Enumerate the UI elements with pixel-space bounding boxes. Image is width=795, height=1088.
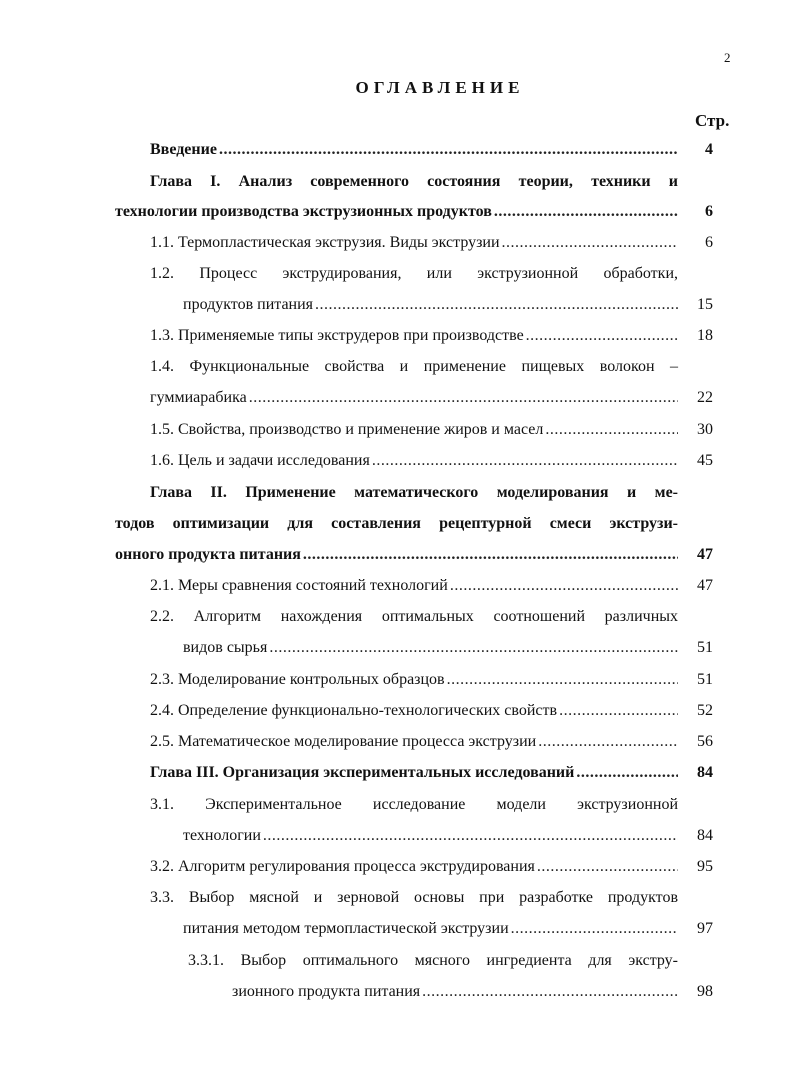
toc-entry-3-3-line-1[interactable]: 3.3. Выбор мясной и зерновой основы при разработке продуктов — [150, 889, 678, 906]
toc-entry-1-3[interactable]: 1.3. Применяемые типы экструдеров при производстве ..... — [150, 327, 678, 351]
toc-entry-3-3-1-line-1[interactable]: 3.3.1. Выбор оптимального мясного ингредиента для экстру- — [188, 952, 678, 969]
page-number: 2 — [724, 50, 731, 65]
toc-entry-1-6[interactable]: 1.6. Цель и задачи исследования ..... — [150, 452, 678, 476]
toc-page-3-1: 84 — [697, 827, 713, 844]
toc-page-1-2: 15 — [697, 296, 713, 313]
toc-page-3-3-1: 98 — [697, 983, 713, 1000]
toc-page-2-2: 51 — [697, 639, 713, 656]
toc-page-1-6: 45 — [697, 452, 713, 469]
toc-page-2-3: 51 — [697, 671, 713, 688]
toc-page-1-5: 30 — [697, 421, 713, 438]
toc-page-chapter-3: 84 — [697, 764, 713, 781]
toc-entry-1-4-line-1[interactable]: 1.4. Функциональные свойства и применение пищевых волокон – — [150, 358, 678, 375]
toc-page-2-1: 47 — [697, 577, 713, 594]
toc-entry-2-4[interactable]: 2.4. Определение функционально-технологических свойств ..... — [150, 702, 678, 726]
toc-entry-1-4-line-2[interactable]: гуммиарабика ..... — [150, 389, 678, 413]
toc-page-1-4: 22 — [697, 389, 713, 406]
toc-page-chapter-2: 47 — [697, 546, 713, 563]
toc-chapter-2-line-2[interactable]: тодов оптимизации для составления рецептурной смеси экструзи- — [115, 515, 678, 532]
toc-page-3-3: 97 — [697, 920, 713, 937]
page-column-header: Стр. — [695, 111, 730, 130]
toc-chapter-2-line-3[interactable]: онного продукта питания ..... — [115, 546, 678, 570]
toc-entry-2-2-line-2[interactable]: видов сырья ..... — [183, 639, 678, 663]
toc-page-3-2: 95 — [697, 858, 713, 875]
toc-page-chapter-1: 6 — [705, 203, 713, 220]
toc-chapter-1-line-2[interactable]: технологии производства экструзионных продуктов ..... — [115, 203, 678, 227]
toc-entry-3-3-1-line-2[interactable]: зионного продукта питания ..... — [232, 983, 678, 1007]
toc-entry-3-3-line-2[interactable]: питания методом термопластической экструзии ..... — [183, 920, 678, 944]
toc-entry-1-2-line-1[interactable]: 1.2. Процесс экструдирования, или экструзионной обработки, — [150, 265, 678, 282]
toc-entry-1-2-line-2[interactable]: продуктов питания ..... — [183, 296, 678, 320]
toc-entry-2-1[interactable]: 2.1. Меры сравнения состояний технологий ..... — [150, 577, 678, 601]
toc-page-2-4: 52 — [697, 702, 713, 719]
toc-chapter-2-line-1[interactable]: Глава II. Применение математического моделирования и ме- — [150, 484, 678, 501]
toc-entry-1-1[interactable]: 1.1. Термопластическая экструзия. Виды экструзии ..... — [150, 234, 678, 258]
toc-chapter-1-line-1[interactable]: Глава I. Анализ современного состояния теории, техники и — [150, 173, 678, 190]
toc-chapter-3[interactable]: Глава III. Организация экспериментальных исследований ..... — [150, 764, 678, 788]
toc-entry-2-5[interactable]: 2.5. Математическое моделирование процесса экструзии ..... — [150, 733, 678, 757]
toc-entry-intro[interactable]: Введение ..... — [150, 141, 678, 165]
toc-page-intro: 4 — [705, 141, 713, 158]
toc-entry-3-1-line-2[interactable]: технологии ..... — [183, 827, 678, 851]
toc-page-1-3: 18 — [697, 327, 713, 344]
toc-page-2-5: 56 — [697, 733, 713, 750]
toc-entry-1-5[interactable]: 1.5. Свойства, производство и применение жиров и масел ..... — [150, 421, 678, 445]
toc-entry-3-1-line-1[interactable]: 3.1. Экспериментальное исследование модели экструзионной — [150, 796, 678, 813]
toc-page-1-1: 6 — [705, 234, 713, 251]
page-title: ОГЛАВЛЕНИЕ — [355, 78, 525, 97]
toc-entry-3-2[interactable]: 3.2. Алгоритм регулирования процесса экструдирования ..... — [150, 858, 678, 882]
toc-entry-2-3[interactable]: 2.3. Моделирование контрольных образцов ..... — [150, 671, 678, 695]
toc-entry-2-2-line-1[interactable]: 2.2. Алгоритм нахождения оптимальных соотношений различных — [150, 608, 678, 625]
